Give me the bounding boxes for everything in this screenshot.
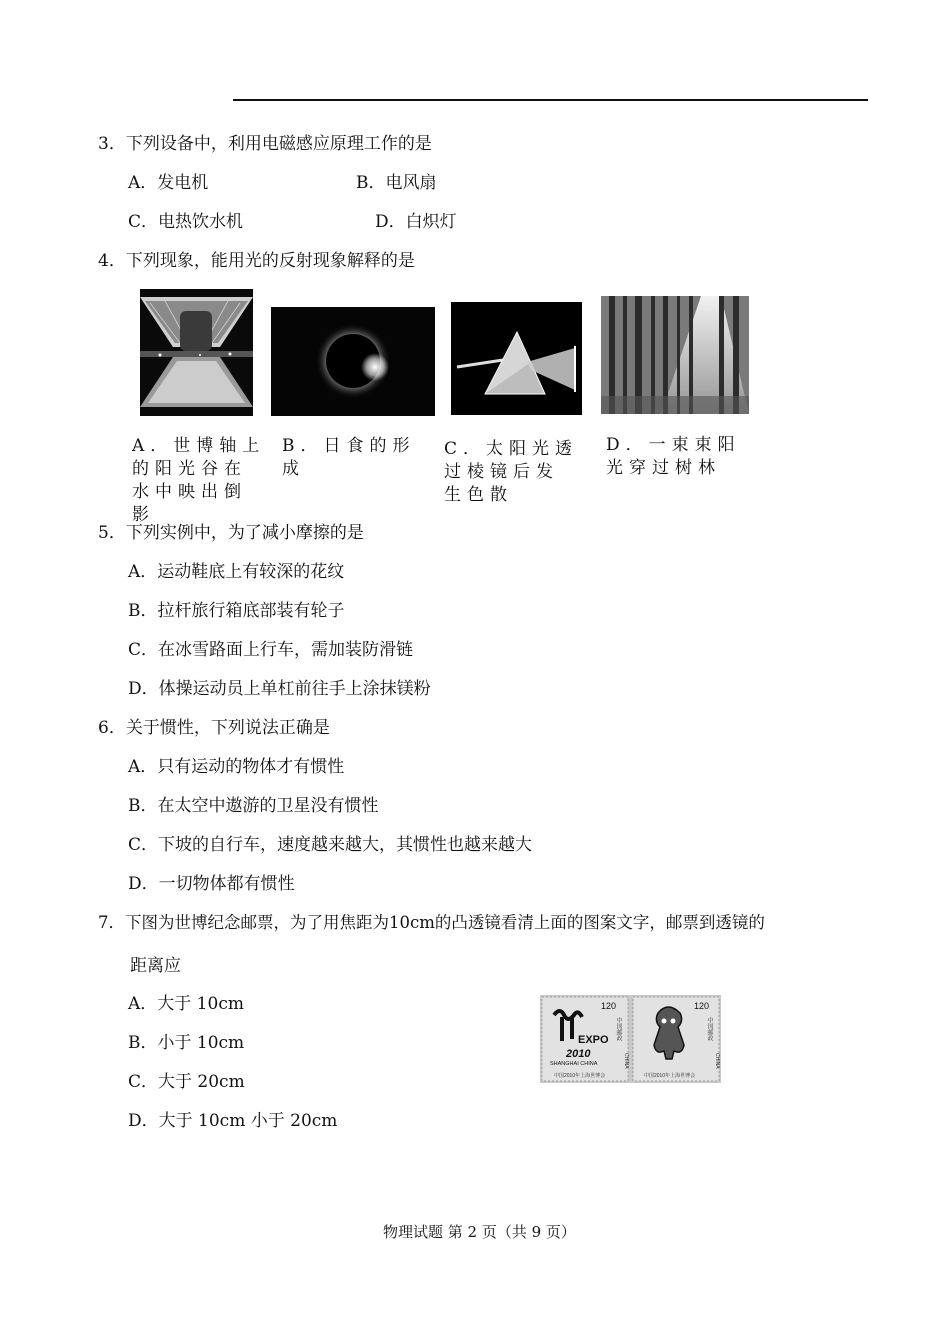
option-7c: C．大于 20cm <box>128 1072 245 1092</box>
question-text: 下图为世博纪念邮票，为了用焦距为10cm的凸透镜看清上面的图案文字，邮票到透镜的 <box>125 913 765 932</box>
option-7b: B．小于 10cm <box>128 1033 245 1053</box>
option-5c: C．在冰雪路面上行车，需加装防滑链 <box>128 640 414 660</box>
option-6d: D．一切物体都有惯性 <box>128 874 295 894</box>
stamp-year-mark: 2010 <box>566 1048 591 1060</box>
question-7-continuation: 距离应 <box>130 956 181 976</box>
caption-4a: A．世博轴上的阳光谷在水中映出倒影 <box>132 436 266 525</box>
question-number: 7． <box>98 913 125 932</box>
question-3 <box>98 132 432 156</box>
caption-4d: D．一束束阳光穿过树林 <box>606 435 741 478</box>
question-text: 关于惯性，下列说法正确是 <box>125 718 330 738</box>
stamp-country-left: 中国邮政 <box>615 1017 621 1041</box>
option-5d: D．体操运动员上单杠前往手上涂抹镁粉 <box>128 679 431 699</box>
page-footer: 物理试题 第 2 页（共 9 页） <box>383 1223 576 1241</box>
option-5b: B．拉杆旅行箱底部装有轮子 <box>128 601 345 621</box>
question-text: 下列现象，能用光的反射现象解释的是 <box>125 251 415 271</box>
stamp-expo-word: EXPO <box>578 1034 609 1046</box>
stamp-city: SHANGHAI CHINA <box>550 1061 598 1067</box>
option-6c: C．下坡的自行车，速度越来越大，其惯性也越来越大 <box>128 835 533 855</box>
expo-sun-valley-reflection-photo <box>140 289 253 416</box>
forest-sunbeam-photo <box>601 296 749 414</box>
stamp-bottom-text-right: 中国2010年上海世博会 <box>644 1073 696 1079</box>
question-number: 5． <box>98 523 126 543</box>
option-5a: A．运动鞋底上有较深的花纹 <box>128 562 345 582</box>
question-number: 4． <box>98 251 126 271</box>
option-6b: B．在太空中遨游的卫星没有惯性 <box>128 796 379 816</box>
option-7d: D．大于 10cm 小于 20cm <box>128 1111 338 1131</box>
option-3d: D．白炽灯 <box>375 212 457 232</box>
option-3c: C．电热饮水机 <box>128 212 244 232</box>
stamp-denomination-right: 120 <box>694 1001 710 1011</box>
solar-eclipse-photo <box>271 307 435 416</box>
option-7a: A．大于 10cm <box>128 994 244 1014</box>
question-4 <box>98 249 415 273</box>
stamp-bottom-text-left: 中国2010年上海世博会 <box>554 1073 606 1079</box>
prism-dispersion-photo <box>451 302 582 415</box>
caption-4c: C．太阳光透过棱镜后发生色散 <box>444 439 579 505</box>
question-text: 下列实例中，为了减小摩擦的是 <box>125 523 364 543</box>
option-3a: A．发电机 <box>128 173 209 193</box>
option-6a: A．只有运动的物体才有惯性 <box>128 757 345 777</box>
expo-2010-stamps-image <box>540 995 721 1083</box>
stamp-denomination-left: 120 <box>601 1001 617 1011</box>
option-3b: B．电风扇 <box>356 173 437 193</box>
question-5 <box>98 521 364 545</box>
question-7 <box>98 911 765 935</box>
header-rule <box>233 99 868 101</box>
question-6 <box>98 716 330 740</box>
question-number: 3． <box>98 134 126 154</box>
question-number: 6． <box>98 718 126 738</box>
question-text: 下列设备中，利用电磁感应原理工作的是 <box>125 134 432 154</box>
stamp-country-right: 中国邮政 <box>706 1017 712 1041</box>
stamp-side-text-left: CHINA <box>623 1053 629 1069</box>
caption-4b: B．日食的形成 <box>282 436 416 479</box>
stamp-side-text-right: CHINA <box>714 1053 720 1069</box>
